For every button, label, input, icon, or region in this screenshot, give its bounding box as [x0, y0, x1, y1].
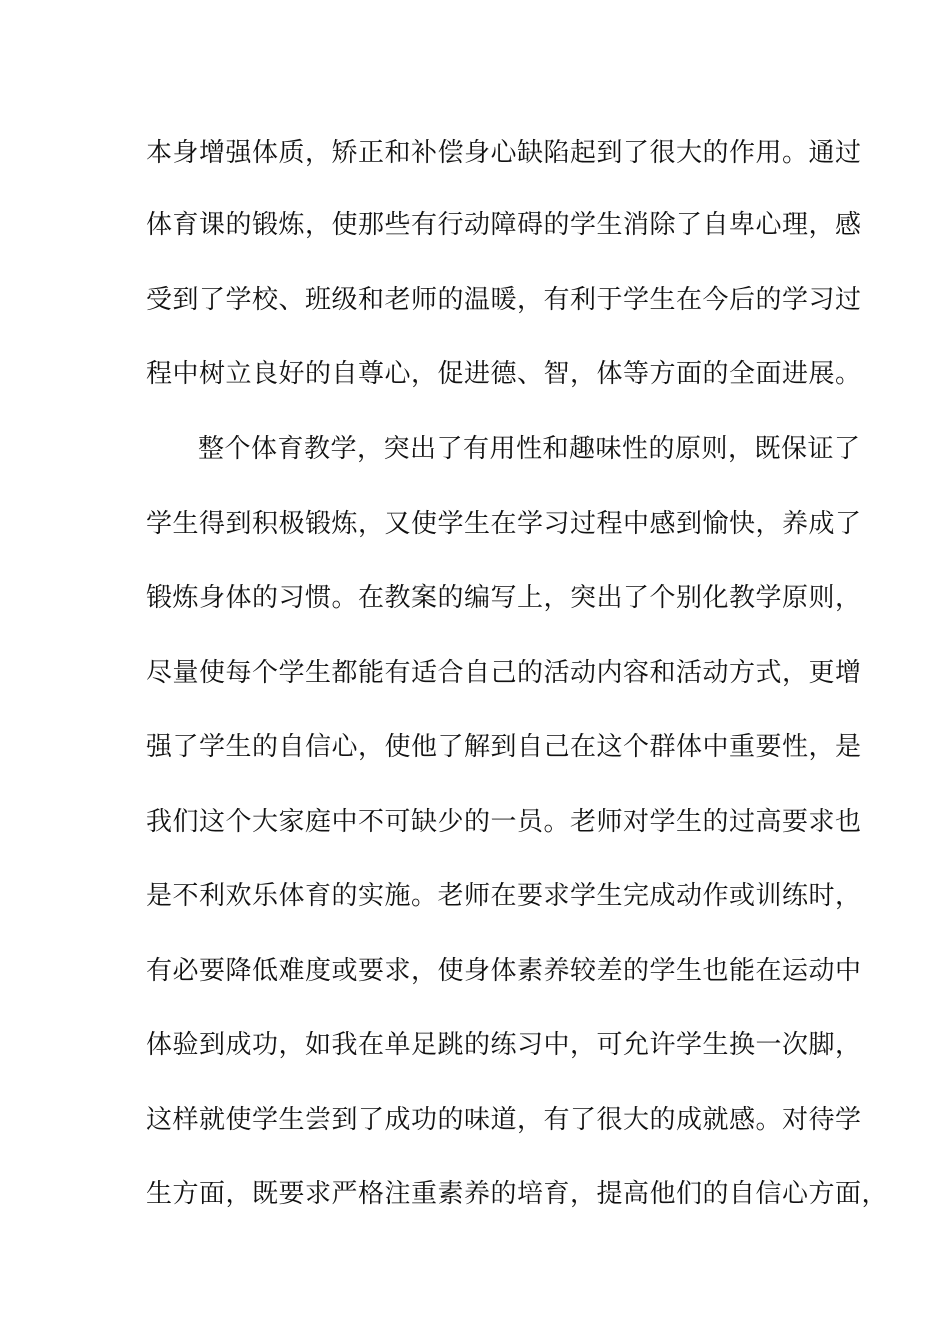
- text-line: 程中树立良好的自尊心，促进德、智，体等方面的全面进展。: [146, 359, 862, 389]
- paragraph-first-line: 整个体育教学，突出了有用性和趣味性的原则，既保证了: [198, 434, 861, 464]
- text-line: 体验到成功，如我在单足跳的练习中，可允许学生换一次脚，: [146, 1030, 862, 1060]
- text-line: 受到了学校、班级和老师的温暖，有利于学生在今后的学习过: [146, 285, 862, 315]
- text-line: 这样就使学生尝到了成功的味道，有了很大的成就感。对待学: [146, 1105, 862, 1135]
- text-line: 生方面，既要求严格注重素养的培育，提高他们的自信心方面，: [146, 1179, 889, 1209]
- text-line: 学生得到积极锻炼，又使学生在学习过程中感到愉快，养成了: [146, 509, 862, 539]
- text-line: 本身增强体质，矫正和补偿身心缺陷起到了很大的作用。通过: [146, 138, 862, 168]
- text-line: 强了学生的自信心，使他了解到自己在这个群体中重要性，是: [146, 732, 862, 762]
- text-line: 尽量使每个学生都能有适合自己的活动内容和活动方式，更增: [146, 658, 862, 688]
- text-line: 体育课的锻炼，使那些有行动障碍的学生消除了自卑心理，感: [146, 210, 862, 240]
- text-line: 锻炼身体的习惯。在教案的编写上，突出了个别化教学原则，: [146, 583, 862, 613]
- text-line: 是不利欢乐体育的实施。老师在要求学生完成动作或训练时，: [146, 881, 862, 911]
- text-line: 我们这个大家庭中不可缺少的一员。老师对学生的过高要求也: [146, 807, 862, 837]
- text-line: 有必要降低难度或要求，使身体素养较差的学生也能在运动中: [146, 956, 862, 986]
